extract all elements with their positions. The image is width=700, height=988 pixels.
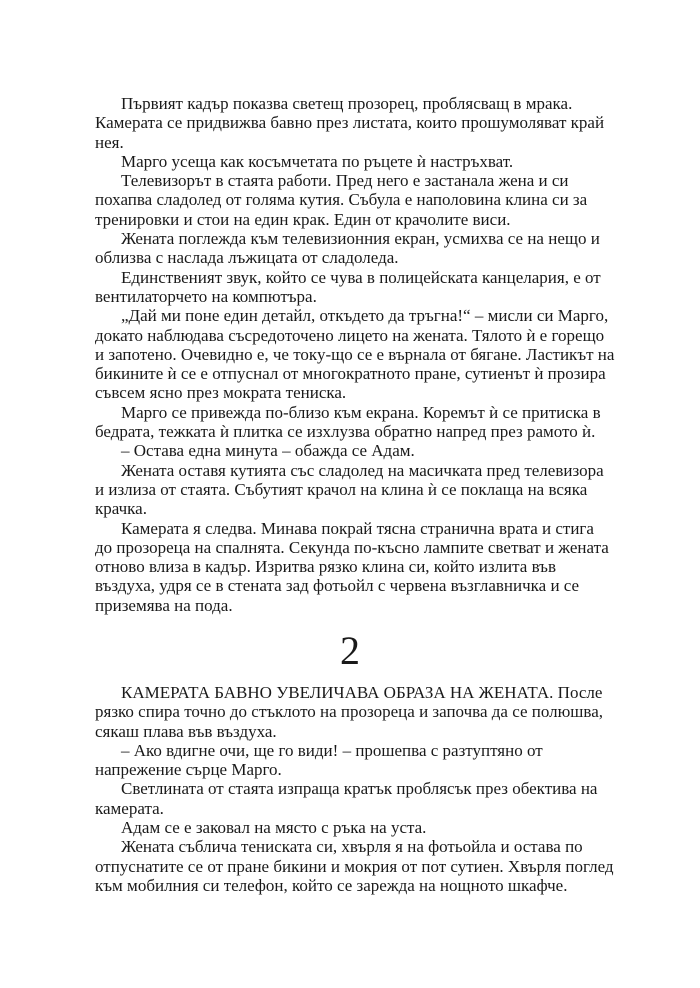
paragraph: Адам се е заковал на място с ръка на уста. [121, 818, 427, 838]
paragraph: Камерата я следва. Минава покрай тясна странична врата и стига до прозореца на спалнята. Секунда по-късно лампите светват и жената отново влиза в кадър. Изритва рязко клина си, който излита във въздуха, удря се в стената зад фотьойл с червена възглавничка и се приземява на пода. [95, 518, 609, 615]
paragraph: Жената съблича тениската си, хвърля я на фотьойла и остава по отпуснатите се от пране бикини и мокрия от пот сутиен. Хвърля поглед към мобилния си телефон, който се зарежда на нощното шкафче. [95, 837, 614, 895]
text-section-2 [95, 683, 615, 895]
paragraph: Марго се привежда по-близо към екрана. Коремът ѝ се притиска в бедрата, тежката ѝ плитка се изхлузва обратно напред през рамото ѝ. [95, 402, 601, 442]
text-section-1 [95, 94, 615, 615]
chapter-number: 2 [340, 628, 360, 673]
paragraph: – Ако вдигне очи, ще го види! – прошепва с разтуптяно от напрежение сърце Марго. [95, 740, 543, 780]
paragraph: Жената поглежда към телевизионния екран, усмихва се на нещо и облизва с наслада лъжицата от сладоледа. [95, 229, 600, 268]
paragraph: Марго усеща как косъмчетата по ръцете ѝ настръхват. [121, 151, 514, 171]
paragraph: Първият кадър показва светещ прозорец, проблясващ в мрака. Камерата се придвижва бавно през листата, които прошумоляват край нея. [95, 94, 605, 152]
paragraph: Жената оставя кутията със сладолед на масичката пред телевизора и излиза от стаята. Събутият крачол на клина ѝ се поклаща на всяка крачка. [95, 460, 604, 519]
paragraph: – Остава една минута – обажда се Адам. [121, 441, 415, 461]
paragraph: Единственият звук, който се чува в полицейската канцелария, е от вентилаторчето на компютъра. [95, 267, 601, 306]
paragraph: Телевизорът в стаята работи. Пред него е застанала жена и си похапва сладолед от голяма кутия. Събула е наполовина клина си за тренировки и стои на един крак. Един от крачолите виси. [95, 171, 588, 229]
paragraph: „Дай ми поне един детайл, откъдето да тръгна!“ – мисли си Марго, докато наблюдава съсредоточено лицето на жената. Тялото ѝ е горещо и запотено. Очевидно е, че току-що се е върнала от бягане. Ластикът на бикините ѝ се е отпуснал от многократното пране, сутиенът ѝ прозира съвсем ясно през мократа тениска. [95, 306, 615, 403]
paragraph: КАМЕРАТА БАВНО УВЕЛИЧАВА ОБРАЗА НА ЖЕНАТА. После рязко спира точно до стъклото на прозореца и започва да се полюшва, сякаш плава във въздуха. [95, 683, 603, 741]
paragraph: Светлината от стаята изпраща кратък проблясък през обектива на камерата. [95, 779, 598, 818]
